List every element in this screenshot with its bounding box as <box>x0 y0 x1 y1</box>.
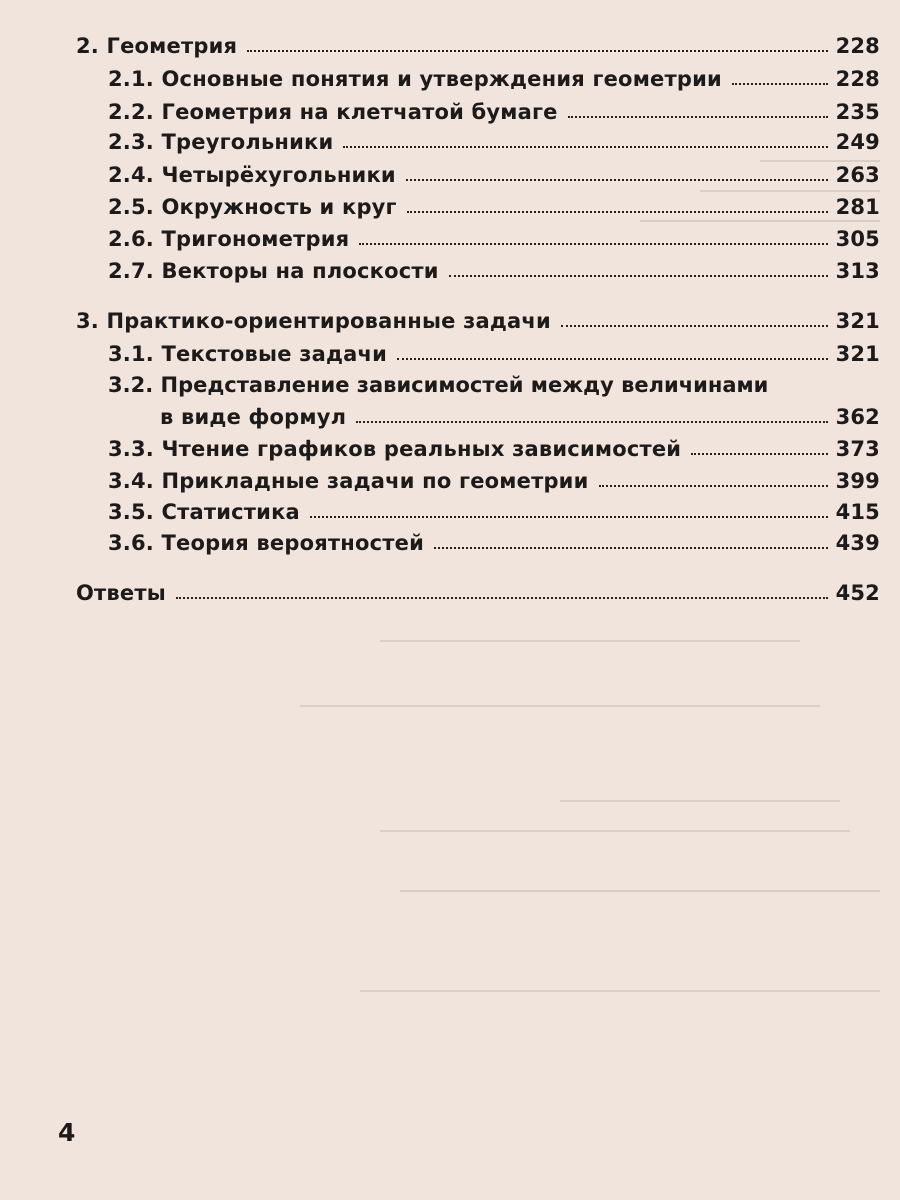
toc-dot-leader <box>359 243 827 245</box>
toc-dot-leader <box>343 146 827 148</box>
toc-section-practical-tasks[interactable] <box>76 309 880 333</box>
toc-item[interactable] <box>108 500 880 524</box>
toc-dot-leader <box>310 516 828 518</box>
toc-dot-leader <box>176 597 828 599</box>
toc-page-number: 228 <box>835 67 880 91</box>
toc-dot-leader <box>407 211 828 213</box>
toc-item-title: 3.3. Чтение графиков реальных зависимостей <box>108 437 682 461</box>
toc-page-number: 235 <box>835 100 880 124</box>
toc-page-number: 321 <box>835 309 880 333</box>
toc-item-title: 2.2. Геометрия на клетчатой бумаге <box>108 100 558 124</box>
toc-item-title: 2.6. Тригонометрия <box>108 227 350 251</box>
toc-dot-leader <box>561 325 828 327</box>
toc-item-title: 2.5. Окружность и круг <box>108 195 397 219</box>
toc-page-number: 399 <box>835 469 880 493</box>
toc-item[interactable] <box>108 531 880 555</box>
page-number: 4 <box>58 1118 76 1147</box>
toc-page-number: 263 <box>835 163 880 187</box>
toc-dot-leader <box>732 83 828 85</box>
toc-item-title: 2.3. Треугольники <box>108 130 334 154</box>
toc-dot-leader <box>397 358 828 360</box>
toc-answers-title: Ответы <box>76 581 166 605</box>
toc-page-number: 373 <box>835 437 880 461</box>
toc-item-title: 3.5. Статистика <box>108 500 300 524</box>
toc-dot-leader <box>356 421 827 423</box>
toc-item[interactable] <box>108 130 880 154</box>
toc-section-title: 2. Геометрия <box>76 34 238 58</box>
toc-section-geometry[interactable] <box>76 34 880 58</box>
toc-item-title-continuation: в виде формул <box>160 405 347 429</box>
toc-dot-leader <box>568 116 828 118</box>
toc-page-number: 249 <box>835 130 880 154</box>
toc-dot-leader <box>599 485 828 487</box>
toc-page-number: 452 <box>835 581 880 605</box>
toc-page-number: 281 <box>835 195 880 219</box>
toc-page-number: 439 <box>835 531 880 555</box>
toc-item[interactable] <box>108 469 880 493</box>
toc-item-title: 3.1. Текстовые задачи <box>108 342 388 366</box>
toc-dot-leader <box>449 275 828 277</box>
toc-item-title[interactable]: 3.2. Представление зависимостей между величинами <box>108 373 769 397</box>
toc-dot-leader <box>434 547 828 549</box>
toc-page-number: 305 <box>835 227 880 251</box>
toc-page-number: 313 <box>835 259 880 283</box>
toc-dot-leader <box>247 50 827 52</box>
toc-item[interactable] <box>108 259 880 283</box>
toc-page-number: 415 <box>835 500 880 524</box>
toc-item[interactable] <box>108 163 880 187</box>
toc-item-title: 3.4. Прикладные задачи по геометрии <box>108 469 589 493</box>
toc-item[interactable] <box>108 195 880 219</box>
toc-item[interactable] <box>108 437 880 461</box>
toc-dot-leader <box>691 453 827 455</box>
toc-page-number: 228 <box>835 34 880 58</box>
toc-item-title: 2.1. Основные понятия и утверждения геометрии <box>108 67 722 91</box>
toc-item-continuation[interactable] <box>160 405 880 429</box>
toc-item[interactable] <box>108 100 880 124</box>
toc-dot-leader <box>406 179 828 181</box>
toc-item[interactable] <box>108 67 880 91</box>
toc-page-number: 362 <box>835 405 880 429</box>
toc-item-title: 2.4. Четырёхугольники <box>108 163 396 187</box>
toc-page-number: 321 <box>835 342 880 366</box>
toc-item-title: 3.6. Теория вероятностей <box>108 531 424 555</box>
toc-item[interactable] <box>108 342 880 366</box>
toc-answers[interactable] <box>76 581 880 605</box>
toc-item-title: 2.7. Векторы на плоскости <box>108 259 439 283</box>
toc-item[interactable] <box>108 227 880 251</box>
toc-section-title: 3. Практико-ориентированные задачи <box>76 309 551 333</box>
